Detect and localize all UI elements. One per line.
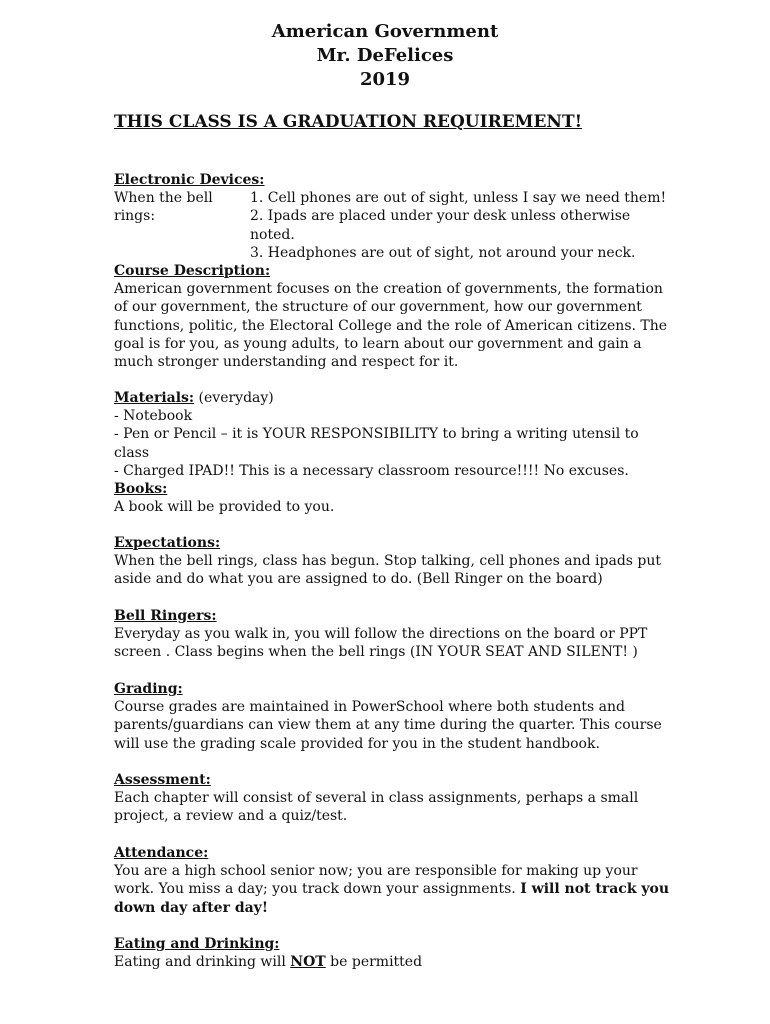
teacher-name: Mr. DeFelices (316, 45, 454, 66)
attendance-body: You are a high school senior now; you are responsible for making up your work. You miss a day; you track down your assignments. (114, 863, 638, 898)
device-rule: 1. Cell phones are out of sight, unless I say we need them! (250, 190, 667, 207)
materials-heading: Materials: (114, 390, 195, 406)
expectations-text: When the bell rings, class has begun. Stop talking, cell phones and ipads put aside and do what you are assigned to do. (Bell Ringer on the board) (114, 553, 662, 588)
device-rule: 3. Headphones are out of sight, not around your neck. (250, 244, 636, 261)
assessment-heading: Assessment: (114, 772, 211, 788)
books-heading: Books: (114, 481, 168, 497)
course-description-heading: Course Description: (114, 263, 271, 279)
course-description-section (114, 262, 670, 371)
attendance-section (114, 844, 670, 917)
material-item: - Charged IPAD!! This is a necessary classroom resource!!!! No excuses. (114, 462, 629, 479)
eating-drinking-section (114, 935, 670, 971)
books-text: A book will be provided to you. (114, 499, 335, 516)
electronic-devices-lead: When the bell rings: (114, 190, 213, 225)
eating-drinking-text (114, 953, 670, 971)
grading-text: Course grades are maintained in PowerSchool where both students and parents/guardians can view them at any time during the quarter. This course will use the grading scale provided for you in the student handbook. (114, 699, 662, 752)
eating-text-before: Eating and drinking will (114, 954, 286, 971)
books-section (114, 480, 670, 516)
attendance-emphasis: I will not track you down day after day! (114, 881, 670, 916)
course-year: 2019 (359, 69, 411, 90)
expectations-section (114, 534, 670, 589)
expectations-heading: Expectations: (114, 535, 221, 551)
material-item: - Notebook (114, 408, 193, 425)
eating-text-after: be permitted (330, 954, 423, 971)
device-rule: 2. Ipads are placed under your desk unless otherwise noted. (250, 208, 631, 243)
graduation-requirement-notice: THIS CLASS IS A GRADUATION REQUIREMENT! (114, 112, 583, 132)
grading-section (114, 680, 670, 753)
electronic-devices-rules (250, 189, 670, 262)
materials-section (114, 389, 670, 480)
electronic-devices-heading: Electronic Devices: (114, 172, 265, 188)
eating-emphasis: NOT (290, 954, 326, 971)
assessment-section (114, 771, 670, 826)
attendance-heading: Attendance: (114, 845, 209, 861)
eating-drinking-heading: Eating and Drinking: (114, 936, 280, 952)
course-title: American Government (271, 21, 499, 42)
bell-ringers-section (114, 607, 670, 662)
bell-ringers-heading: Bell Ringers: (114, 608, 217, 624)
materials-note: (everyday) (198, 390, 274, 406)
assessment-text: Each chapter will consist of several in class assignments, perhaps a small project, a review and a quiz/test. (114, 790, 639, 825)
course-description-text: American government focuses on the creation of governments, the formation of our government, the structure of our government, how our government functions, politic, the Electoral College and the role of American citizens. The goal is for you, as young adults, to learn about our government and gain a much stronger understanding and respect for it. (114, 281, 668, 371)
material-item: - Pen or Pencil – it is YOUR RESPONSIBILITY to bring a writing utensil to class (114, 426, 639, 461)
attendance-text (114, 862, 670, 917)
bell-ringers-text: Everyday as you walk in, you will follow the directions on the board or PPT screen . Class begins when the bell rings (IN YOUR SEAT AND SILENT! ) (114, 626, 648, 661)
grading-heading: Grading: (114, 681, 183, 697)
electronic-devices-section (114, 171, 670, 262)
